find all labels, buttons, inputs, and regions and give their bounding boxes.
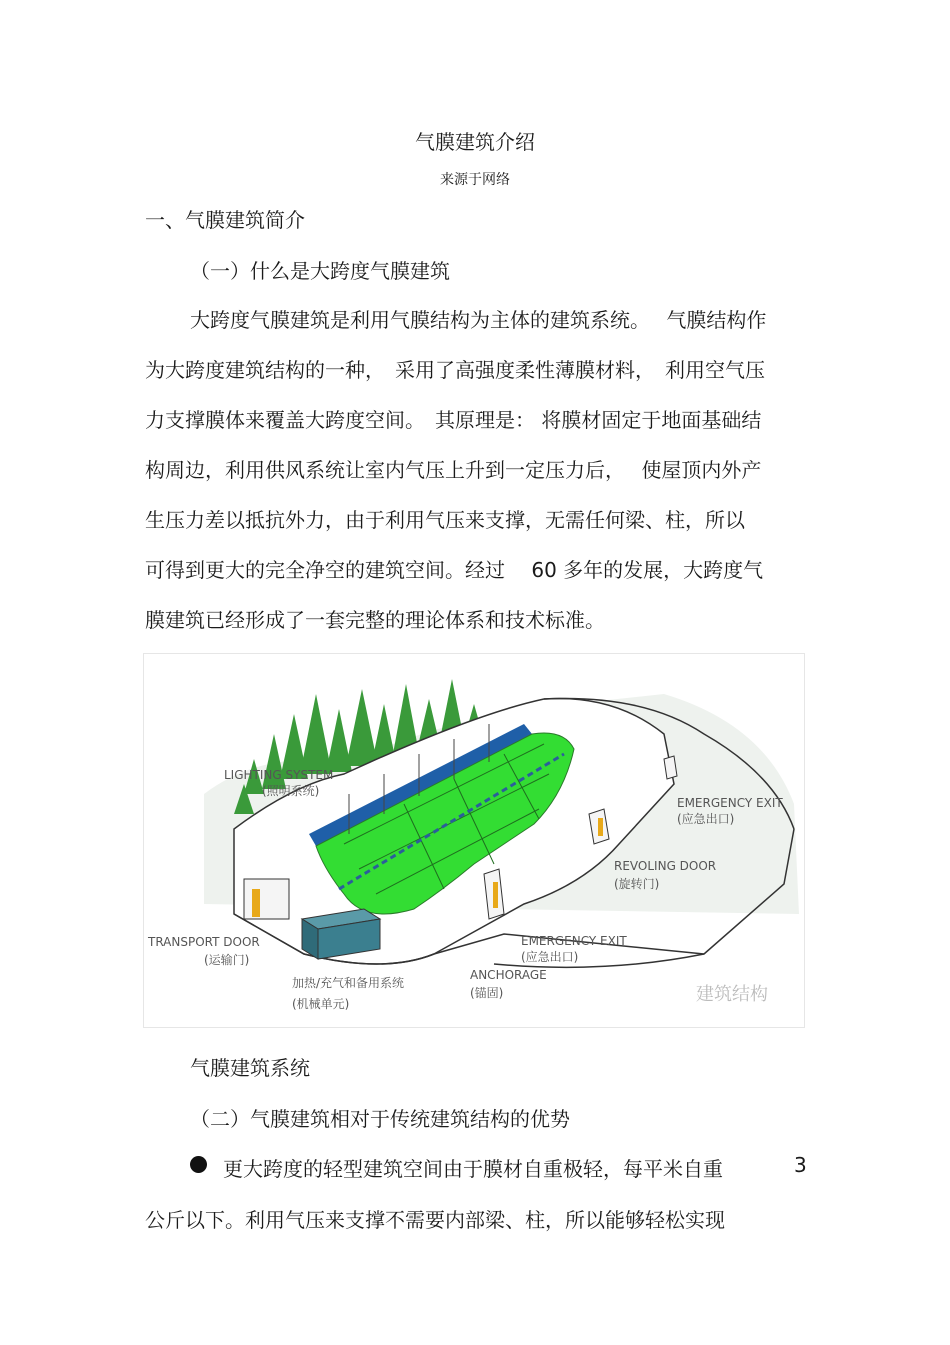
paragraph-line: 为大跨度建筑结构的一种， 采用了高强度柔性薄膜材料， 利用空气压	[145, 358, 765, 382]
label-emergency1-zh: (应急出口)	[677, 812, 735, 826]
paragraph-line: 大跨度气膜建筑是利用气膜结构为主体的建筑系统。 气膜结构作	[190, 308, 767, 332]
label-lighting-en: LIGHTING SYSTEM	[224, 768, 334, 782]
paragraph-line: 力支撑膜体来覆盖大跨度空间。 其原理是： 将膜材固定于地面基础结	[145, 408, 762, 432]
paragraph-line: 膜建筑已经形成了一套完整的理论体系和技术标准。	[145, 608, 605, 632]
watermark: 建筑结构	[696, 984, 768, 1005]
subsection-heading-1: （一）什么是大跨度气膜建筑	[190, 259, 450, 283]
label-unit-zh: 加热/充气和备用系统	[292, 976, 405, 990]
label-revolving-zh: (旋转门)	[614, 877, 660, 891]
bullet-icon	[190, 1156, 207, 1173]
bullet-line-1: 更大跨度的轻型建筑空间由于膜材自重极轻，每平米自重	[223, 1157, 723, 1181]
transport-door-icon	[244, 879, 289, 919]
label-revolving-en: REVOLING DOOR	[614, 859, 717, 873]
label-unit-zh2: (机械单元)	[292, 997, 350, 1011]
subsection-heading-2: （二）气膜建筑相对于传统建筑结构的优势	[190, 1107, 570, 1131]
label-transport-en: TRANSPORT DOOR	[148, 935, 260, 949]
air-dome-diagram	[143, 653, 805, 1028]
page-subtitle: 来源于网络	[440, 172, 510, 188]
bullet-line-2: 公斤以下。利用气压来支撑不需要内部梁、柱，所以能够轻松实现	[145, 1208, 725, 1232]
bullet-line-1-number: 3	[794, 1153, 807, 1177]
paragraph-line: 可得到更大的完全净空的建筑空间。经过 60 多年的发展，大跨度气	[145, 558, 764, 582]
label-emergency1-en: EMERGENCY EXIT	[677, 796, 783, 810]
label-lighting-zh: (照明系统)	[262, 784, 320, 798]
paragraph-line: 生压力差以抵抗外力，由于利用气压来支撑，无需任何梁、柱，所以	[145, 508, 745, 532]
label-anchorage-zh: (锚固)	[470, 986, 504, 1000]
section-heading-1: 一、气膜建筑简介	[145, 208, 305, 232]
label-emergency2-en: EMERGENCY EXIT	[521, 934, 627, 948]
page-title: 气膜建筑介绍	[415, 130, 535, 154]
label-transport-zh: (运输门)	[204, 953, 250, 967]
figure-caption: 气膜建筑系统	[190, 1056, 310, 1080]
label-anchorage-en: ANCHORAGE	[470, 968, 547, 982]
air-dome-illustration	[144, 654, 804, 1027]
paragraph-line: 构周边，利用供风系统让室内气压上升到一定压力后， 使屋顶内外产	[145, 458, 762, 482]
label-emergency2-zh: (应急出口)	[521, 950, 579, 964]
